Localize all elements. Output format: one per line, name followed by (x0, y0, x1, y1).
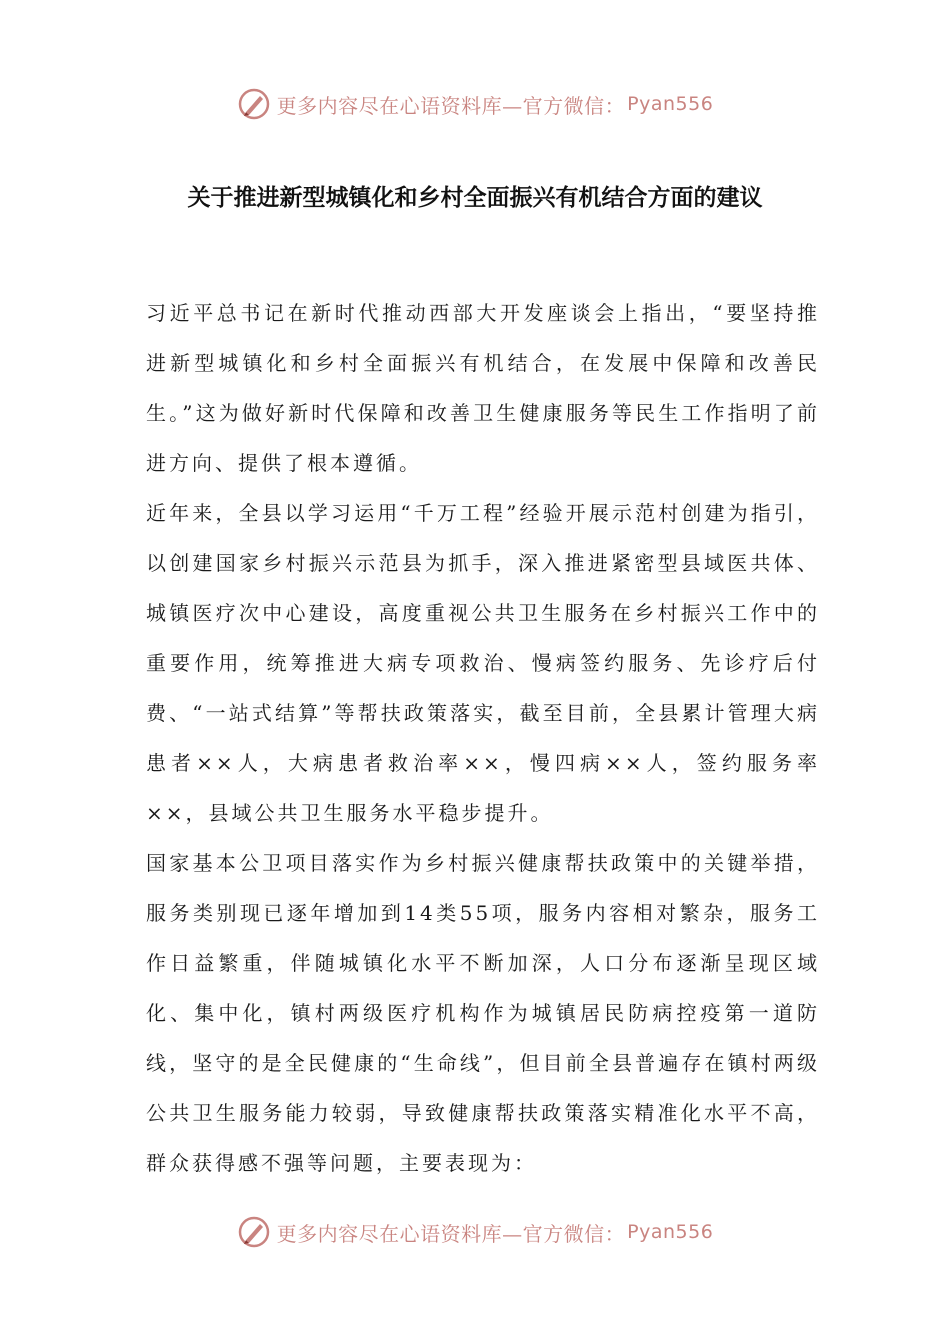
document-title: 关于推进新型城镇化和乡村全面振兴有机结合方面的建议 (187, 185, 763, 211)
pen-logo-icon (237, 1215, 271, 1249)
document-body (146, 288, 820, 1188)
header-watermark-banner (0, 82, 950, 126)
banner-wechat-id: Pyan556 (627, 1221, 714, 1243)
footer-watermark-banner (0, 1210, 950, 1254)
paragraph-1: 习近平总书记在新时代推动西部大开发座谈会上指出，“要坚持推进新型城镇化和乡村全面振兴有机结合，在发展中保障和改善民生。”这为做好新时代保障和改善卫生健康服务等民生工作指明了前进方向、提供了根本遵循。 (146, 301, 820, 475)
pen-logo-icon (237, 87, 271, 121)
banner-wechat-id: Pyan556 (627, 93, 714, 115)
paragraph-2: 近年来，全县以学习运用“千万工程”经验开展示范村创建为指引，以创建国家乡村振兴示范县为抓手，深入推进紧密型县域医共体、城镇医疗次中心建设，高度重视公共卫生服务在乡村振兴工作中的重要作用，统筹推进大病专项救治、慢病签约服务、先诊疗后付费、“一站式结算”等帮扶政策落实，截至目前，全县累计管理大病患者××人，大病患者救治率××，慢四病××人，签约服务率××，县域公共卫生服务水平稳步提升。 (146, 501, 820, 825)
paragraph-3: 国家基本公卫项目落实作为乡村振兴健康帮扶政策中的关键举措，服务类别现已逐年增加到14类55项，服务内容相对繁杂，服务工作日益繁重，伴随城镇化水平不断加深，人口分布逐渐呈现区域化、集中化，镇村两级医疗机构作为城镇居民防病控疫第一道防线，坚守的是全民健康的“生命线”，但目前全县普遍存在镇村两级公共卫生服务能力较弱，导致健康帮扶政策落实精准化水平不高，群众获得感不强等问题，主要表现为： (146, 851, 820, 1175)
banner-text: 更多内容尽在心语资料库—官方微信： (276, 93, 626, 118)
banner-text: 更多内容尽在心语资料库—官方微信： (276, 1221, 626, 1246)
